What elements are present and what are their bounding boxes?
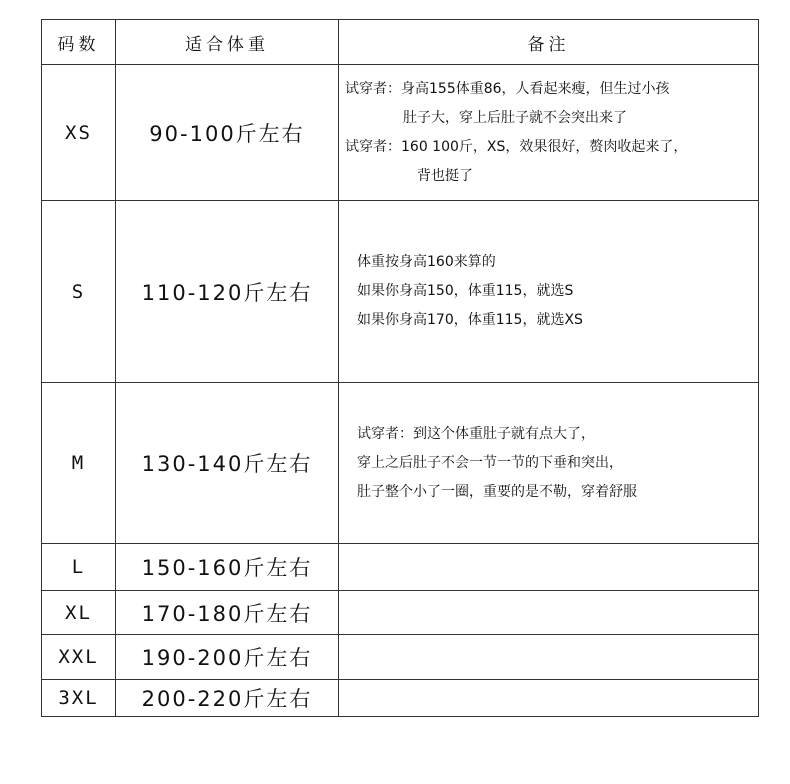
weight-cell: 170-180斤左右	[116, 591, 339, 635]
weight-cell: 90-100斤左右	[116, 65, 339, 201]
size-cell: XL	[42, 591, 116, 635]
weight-cell: 190-200斤左右	[116, 635, 339, 680]
table-row	[42, 635, 759, 680]
note-line: 如果你身高170，体重115，就选XS	[357, 312, 583, 328]
header-note: 备注	[339, 20, 759, 65]
note-cell	[339, 201, 759, 383]
note-cell	[339, 544, 759, 591]
note-cell	[339, 591, 759, 635]
weight-cell: 130-140斤左右	[116, 383, 339, 544]
note-line: 背也挺了	[417, 167, 473, 184]
note-line: 试穿者：160 100斤，XS，效果很好，赘肉收起来了，	[345, 138, 688, 155]
table-row	[42, 591, 759, 635]
note-line: 如果你身高150，体重115，就选S	[357, 283, 574, 299]
weight-cell: 110-120斤左右	[116, 201, 339, 383]
note-line: 肚子整个小了一圈，重要的是不勒，穿着舒服	[357, 483, 637, 500]
note-line: 试穿者：到这个体重肚子就有点大了，	[357, 425, 595, 442]
note-cell	[339, 635, 759, 680]
note-cell	[339, 383, 759, 544]
size-cell: XXL	[42, 635, 116, 680]
weight-cell: 200-220斤左右	[116, 680, 339, 717]
note-line: 体重按身高160来算的	[357, 254, 496, 270]
size-cell: XS	[42, 65, 116, 201]
note-cell	[339, 680, 759, 717]
table-row	[42, 383, 759, 544]
note-cell	[339, 65, 759, 201]
note-line: 试穿者：身高155体重86，人看起来瘦，但生过小孩	[345, 80, 670, 97]
header-size: 码数	[42, 20, 116, 65]
size-chart-table	[41, 19, 759, 717]
header-weight: 适合体重	[116, 20, 339, 65]
size-cell: S	[42, 201, 116, 383]
note-line: 肚子大，穿上后肚子就不会突出来了	[403, 109, 627, 126]
table-row	[42, 680, 759, 717]
header-row	[42, 20, 759, 65]
table-row	[42, 201, 759, 383]
size-cell: 3XL	[42, 680, 116, 717]
note-line: 穿上之后肚子不会一节一节的下垂和突出，	[357, 454, 623, 471]
table-row	[42, 65, 759, 201]
size-cell: M	[42, 383, 116, 544]
weight-cell: 150-160斤左右	[116, 544, 339, 591]
table-row	[42, 544, 759, 591]
size-cell: L	[42, 544, 116, 591]
